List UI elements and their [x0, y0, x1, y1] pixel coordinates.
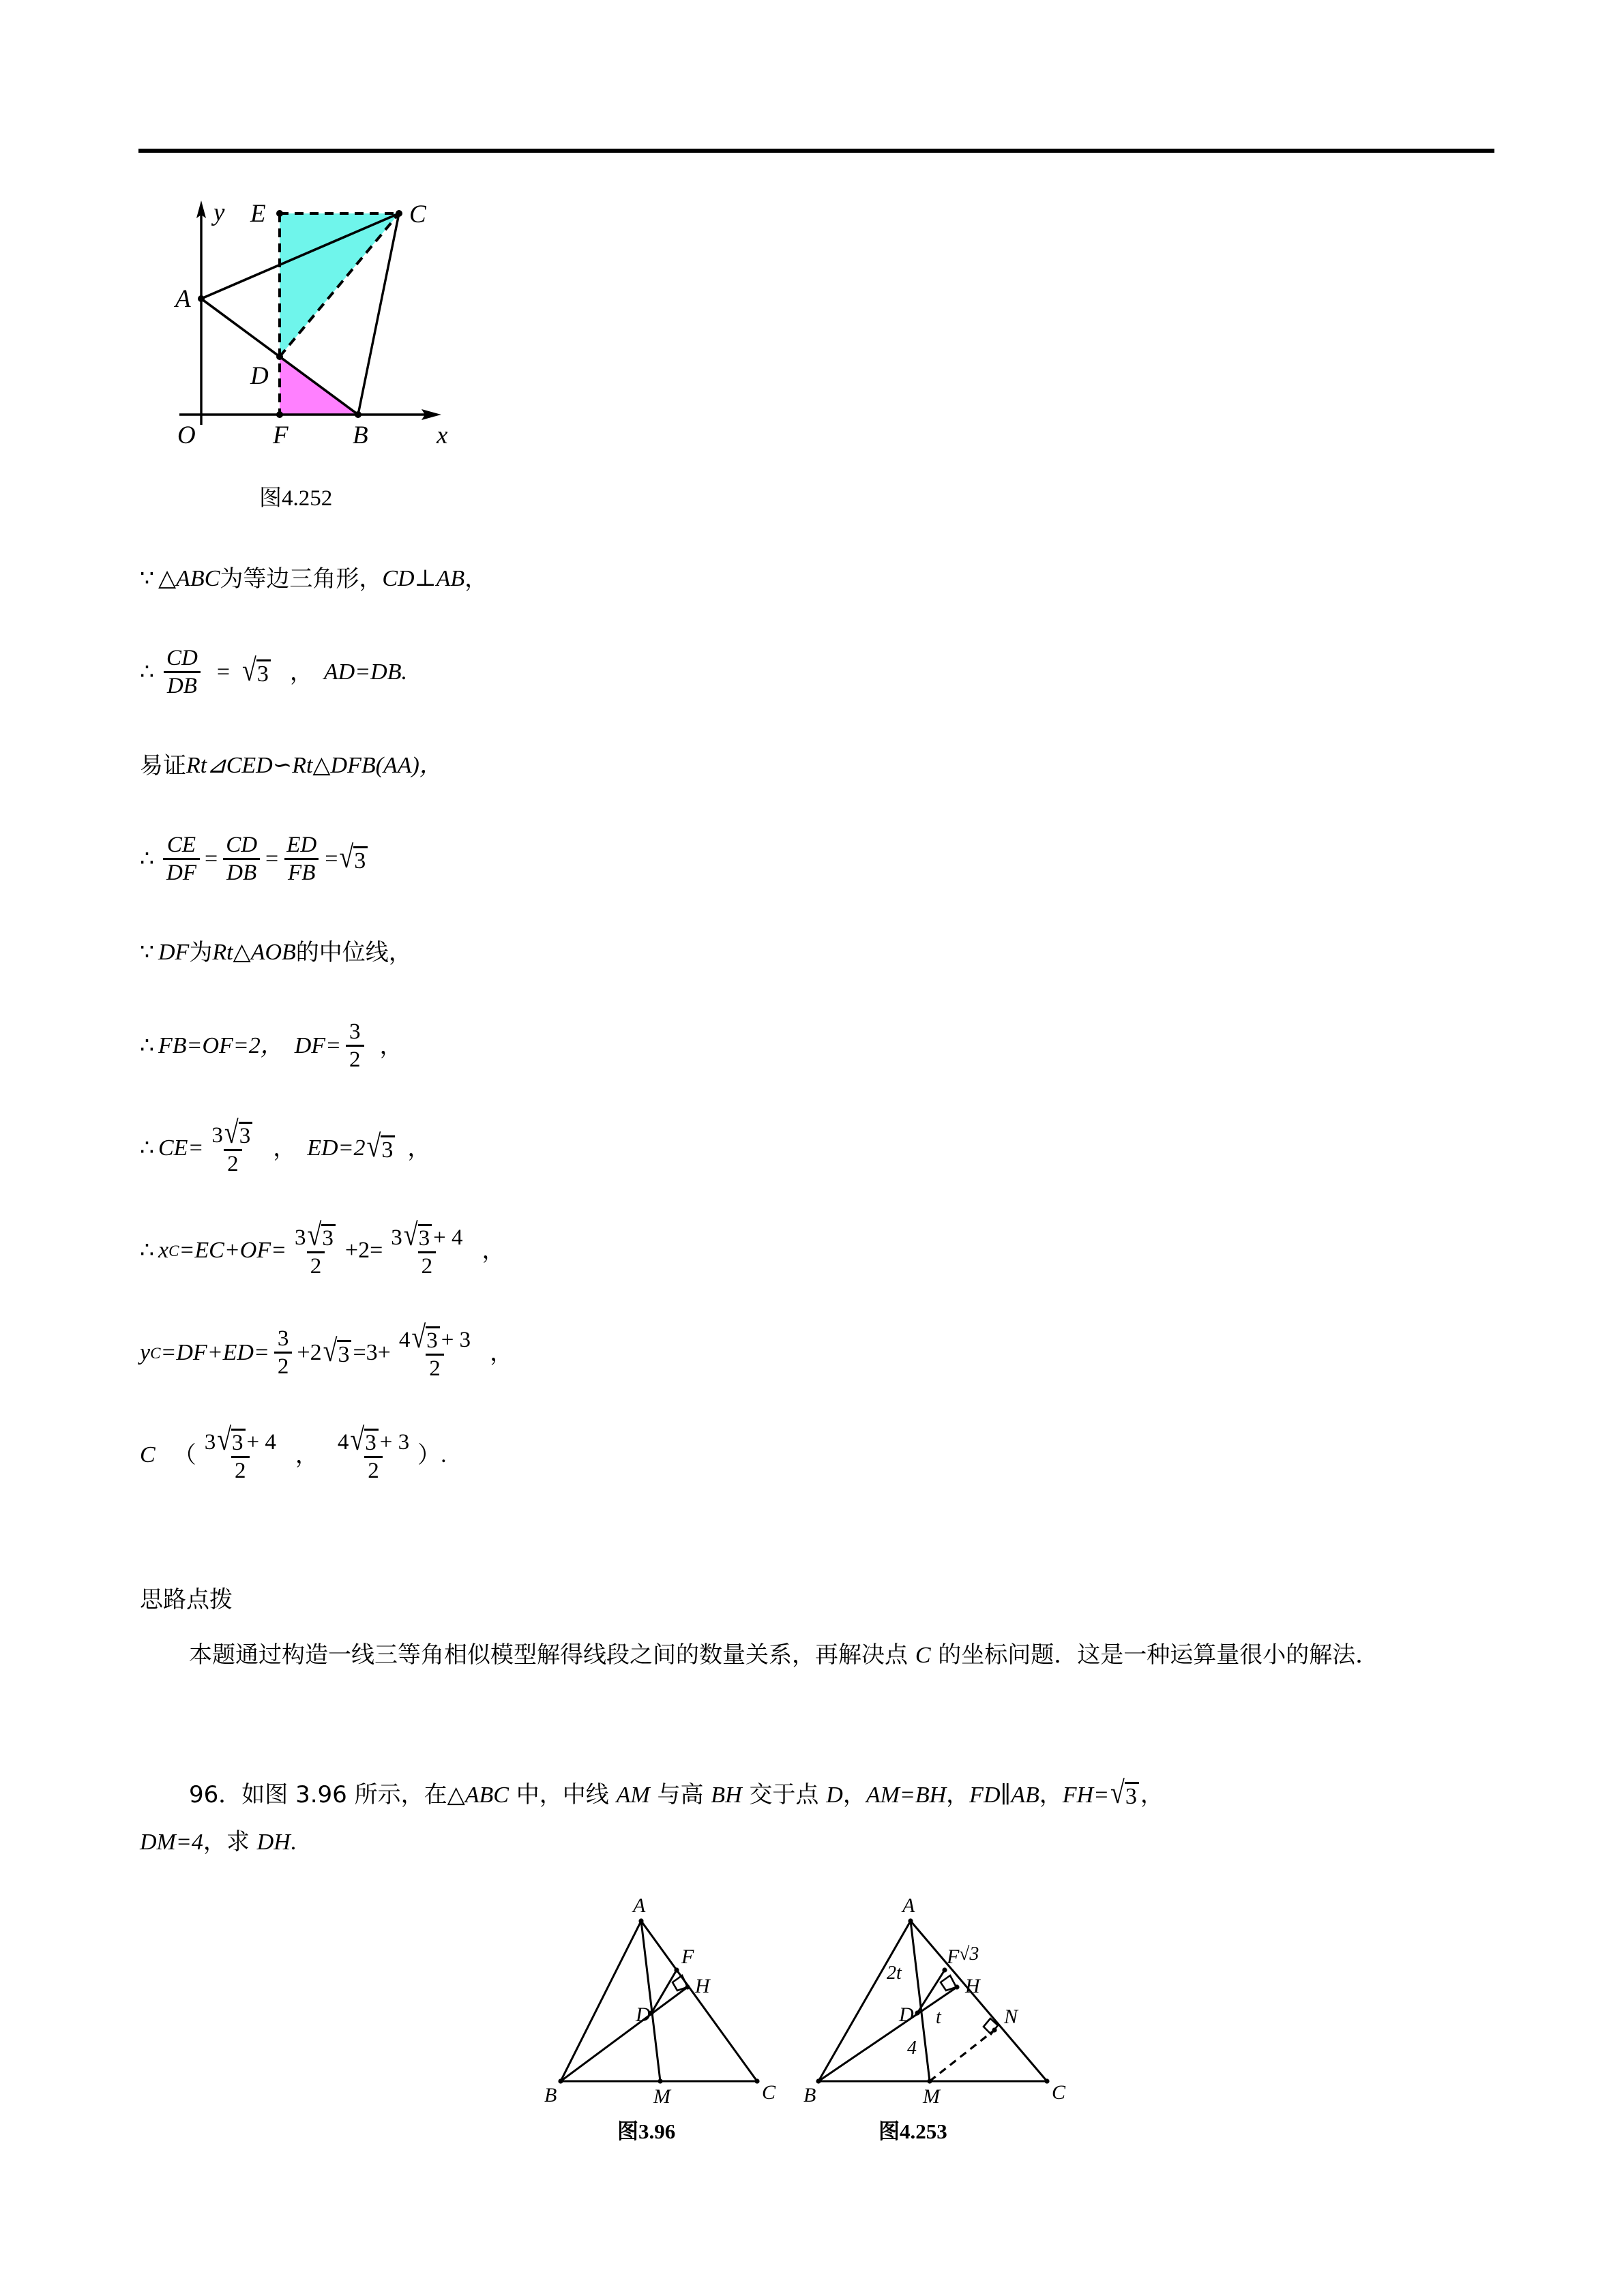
label-A-396: A — [633, 1894, 646, 1917]
fraction-denominator: 2 — [231, 1456, 250, 1483]
segment-FD-396 — [651, 1970, 677, 2013]
fraction-3sqrt3-2-b — [291, 1217, 340, 1279]
right-angle-mark-H-253 — [941, 1976, 956, 1991]
plus-term: + 4 — [433, 1225, 463, 1250]
proof-line1-chinese: 为等边三角形， — [220, 565, 383, 593]
fraction-ce-df — [163, 833, 200, 884]
coefficient: 3 — [391, 1225, 402, 1250]
fraction-3sqrt3plus4-2 — [387, 1217, 466, 1279]
plus-term: + 4 — [246, 1429, 276, 1455]
xc-subscript: C — [168, 1242, 179, 1259]
problem-text-1: 如图 3.96 所示，在△ — [241, 1781, 465, 1808]
fraction-numerator — [396, 1320, 474, 1356]
hint-point-c: C — [915, 1643, 931, 1668]
sqrt-3-num7: √ 3 — [224, 1121, 252, 1148]
problem-text-2: 中，中线 — [508, 1781, 617, 1808]
label-F-396: F — [681, 1945, 694, 1968]
comma-8: ， — [482, 1237, 505, 1264]
fraction-denominator: DB — [164, 671, 201, 698]
figure-4-252 — [174, 190, 460, 476]
problem-d: D — [826, 1783, 843, 1808]
point-C-dot-396 — [754, 2078, 759, 2083]
proof-line5-cn2: 的中位线， — [295, 939, 412, 966]
figure-4-252-caption: 图4.252 — [259, 486, 333, 511]
coefficient: 3 — [211, 1122, 223, 1148]
cd-label-1: CD — [382, 566, 415, 591]
equals-2: = — [216, 659, 231, 685]
label-4-253: 4 — [907, 2038, 917, 2059]
sqrt-3-line4: √ 3 — [339, 846, 368, 874]
sqrt-radicand: 3 — [337, 1340, 351, 1367]
label-t-253: t — [936, 2007, 941, 2028]
label-H-396: H — [695, 1975, 710, 1997]
label-point-D: D — [250, 362, 269, 390]
fraction-numerator: CE — [166, 833, 196, 858]
comma-9: ， — [490, 1339, 514, 1367]
altitude-BH-396 — [561, 1987, 688, 2081]
label-sqrt3-253: √3 — [959, 1943, 979, 1965]
ed-equals: ED=2 — [307, 1135, 366, 1161]
fb-of-equality: FB=OF=2， — [158, 1033, 284, 1058]
label-point-A: A — [175, 285, 191, 313]
sqrt-3-num9: √ 3 — [411, 1326, 439, 1353]
problem-eq1: AM=BH — [866, 1783, 947, 1808]
therefore-symbol-8: ∴ — [140, 1238, 154, 1263]
fraction-3sqrt3-2 — [208, 1115, 257, 1176]
sqrt-radicand: 3 — [381, 1135, 395, 1163]
fraction-numerator — [291, 1217, 340, 1253]
sqrt-radicand: 3 — [426, 1326, 440, 1353]
point-C-dot — [396, 210, 402, 217]
equals-4a: = — [205, 846, 218, 871]
figure-4-253-caption: 图4.253 — [879, 2119, 947, 2143]
proof-line-3 — [140, 739, 1497, 792]
label-H-253: H — [965, 1975, 980, 1997]
fraction-denominator: DF — [163, 858, 200, 885]
label-B-253: B — [803, 2084, 816, 2106]
label-point-O: O — [177, 421, 196, 449]
label-M-253: M — [923, 2085, 940, 2108]
therefore-symbol-2: ∴ — [140, 659, 154, 685]
label-y-axis: y — [213, 198, 225, 226]
fraction-3-2-y — [274, 1327, 293, 1378]
therefore-symbol-6: ∴ — [140, 1033, 154, 1058]
point-M-dot-396 — [658, 2078, 662, 2083]
problem-number: 96． — [189, 1781, 242, 1808]
proof-line1-comma: ， — [464, 565, 488, 593]
point-F-dot — [276, 411, 283, 418]
point-D-dot-253 — [915, 2010, 919, 2015]
proof-line5-cn1: 为 — [189, 939, 213, 966]
fraction-numerator — [334, 1422, 413, 1458]
problem-dh-ask: DH — [256, 1830, 291, 1855]
sqrt-radicand: 3 — [231, 1429, 246, 1455]
label-point-E: E — [250, 200, 266, 228]
hint-heading: 思路点拨 — [140, 1586, 233, 1613]
fraction-ed-fb — [283, 833, 320, 884]
ec-of-expression: =EC+OF= — [179, 1238, 287, 1263]
paren-close: ） — [417, 1442, 441, 1469]
label-N-253: N — [1004, 2006, 1018, 2028]
point-C-dot-253 — [1044, 2078, 1049, 2083]
fraction-denominator: FB — [284, 858, 319, 885]
comma-2: ， — [289, 659, 313, 686]
point-B-dot-253 — [816, 2078, 821, 2083]
abc-label-1: ABC — [176, 566, 220, 591]
proof-body — [140, 552, 1497, 1522]
sqrt-radicand: 3 — [353, 846, 368, 874]
label-point-B: B — [353, 421, 368, 449]
yc-variable: y — [140, 1340, 151, 1365]
problem-text-6: ， — [946, 1781, 970, 1808]
easy-proof-prefix: 易证 — [140, 752, 186, 779]
coordinate-comma: ， — [295, 1442, 319, 1469]
proof-line-1 — [140, 552, 1497, 606]
sqrt-3-ed: √ 3 — [367, 1135, 396, 1163]
comma-6: ， — [379, 1032, 403, 1060]
problem-text-4: 交于点 — [741, 1781, 827, 1808]
label-C-396: C — [762, 2081, 776, 2104]
right-angle-mark-H-396 — [673, 1976, 688, 1991]
problem-dm-eq: DM=4 — [140, 1830, 203, 1855]
point-D-dot — [276, 353, 283, 360]
dashed-segment-MN-253 — [930, 2030, 994, 2081]
fraction-numerator: CD — [166, 646, 198, 671]
point-c-label: C — [140, 1442, 156, 1467]
label-C-253: C — [1052, 2081, 1066, 2104]
sqrt-radicand: 3 — [364, 1429, 379, 1455]
fraction-numerator: ED — [286, 833, 317, 858]
fraction-cd-db-2 — [222, 833, 261, 884]
sqrt-3-num8: √ 3 — [308, 1223, 336, 1251]
label-point-F: F — [273, 421, 289, 449]
problem-text-3: 与高 — [649, 1781, 711, 1808]
because-symbol-1: ∵ — [140, 566, 154, 591]
label-B-396: B — [544, 2084, 557, 2106]
point-F-dot-253 — [942, 1967, 947, 1972]
segment-AB-396 — [561, 1921, 641, 2081]
sqrt-3-problem: √ 3 — [1110, 1781, 1139, 1809]
point-A-dot — [198, 295, 205, 302]
sqrt-radicand: 3 — [256, 659, 271, 687]
sqrt-3-num8b: √ 3 — [404, 1223, 432, 1251]
plus-term: + 3 — [441, 1327, 471, 1352]
period-10: . — [441, 1442, 447, 1467]
equals-three-plus: =3+ — [353, 1340, 391, 1365]
hint-text-part2: 的坐标问题．这是一种运算量很小的解法． — [930, 1641, 1379, 1669]
sqrt-radicand: 3 — [1125, 1782, 1139, 1809]
sqrt-3-c1: √ 3 — [217, 1428, 245, 1455]
segment-AB-253 — [818, 1921, 911, 2081]
fraction-denominator: DB — [223, 858, 260, 885]
label-A-253: A — [902, 1894, 915, 1917]
therefore-symbol-7: ∴ — [140, 1135, 154, 1161]
point-H-dot-396 — [685, 1984, 690, 1989]
coefficient: 3 — [295, 1225, 306, 1250]
ce-equals: CE= — [158, 1135, 204, 1161]
sqrt-3-line2: √ 3 — [242, 659, 271, 687]
hint-paragraph — [140, 1638, 1501, 1673]
proof-line-6 — [140, 1011, 1497, 1082]
fraction-denominator: 2 — [364, 1456, 383, 1483]
label-M-396: M — [653, 2085, 670, 2108]
ab-label-1: AB — [436, 566, 465, 591]
coefficient: 4 — [337, 1429, 349, 1455]
label-D-396: D — [636, 2003, 651, 2026]
problem-line2-mid: ，求 — [203, 1828, 257, 1855]
fraction-numerator — [387, 1217, 466, 1253]
label-point-C: C — [409, 200, 426, 228]
sqrt-radicand: 3 — [418, 1224, 432, 1251]
problem-am: AM — [616, 1783, 650, 1808]
sqrt-3-line9: √ 3 — [323, 1339, 352, 1367]
fraction-denominator: 2 — [346, 1045, 364, 1072]
yc-subscript: C — [150, 1344, 161, 1362]
figure-3-96 — [544, 1883, 825, 2115]
df-label-5: DF — [158, 940, 190, 965]
comma-7a: ， — [273, 1135, 297, 1162]
plus-two-equals: +2= — [344, 1238, 383, 1263]
hint-text-part1: 本题通过构造一线三等角相似模型解得线段之间的数量关系，再解决点 — [189, 1641, 915, 1669]
fraction-denominator: 2 — [418, 1251, 437, 1279]
fraction-denominator: 2 — [426, 1354, 444, 1381]
proof-line-4 — [140, 824, 1497, 895]
problem-bh: BH — [711, 1783, 742, 1808]
problem-96 — [140, 1772, 1501, 1866]
proof-line-10 — [140, 1420, 1497, 1491]
fraction-4sqrt3plus3-2 — [396, 1320, 474, 1381]
plus-two-9: +2 — [297, 1340, 322, 1365]
label-2t-253: 2t — [887, 1963, 902, 1984]
proof-line-8 — [140, 1215, 1497, 1286]
sqrt-3-c2: √ 3 — [350, 1428, 378, 1455]
fraction-numerator: CD — [226, 833, 258, 858]
fraction-denominator: 2 — [224, 1149, 242, 1176]
coefficient: 3 — [204, 1429, 216, 1455]
triangle-symbol-1: △ — [158, 566, 177, 591]
point-M-dot-253 — [927, 2078, 932, 2083]
point-H-dot-253 — [954, 1984, 959, 1989]
point-A-dot-396 — [638, 1918, 643, 1923]
point-F-dot-396 — [674, 1967, 679, 1972]
proof-line-9 — [140, 1317, 1497, 1388]
equals-4c: = — [325, 846, 338, 871]
figure-3-96-caption: 图3.96 — [617, 2119, 676, 2143]
label-F-253: F — [947, 1945, 960, 1968]
fraction-yc-coordinate — [334, 1422, 413, 1483]
ad-db-equality: AD=DB. — [323, 659, 407, 685]
problem-eq2: FD∥AB — [969, 1783, 1039, 1808]
plus-term: + 3 — [379, 1429, 410, 1455]
fraction-numerator — [208, 1115, 257, 1151]
equals-4b: = — [265, 846, 279, 871]
fraction-3-2-df — [346, 1020, 364, 1071]
fraction-cd-db — [163, 646, 201, 698]
fraction-denominator: 2 — [307, 1251, 325, 1279]
label-x-axis: x — [437, 421, 448, 449]
figure-4-253 — [803, 1883, 1084, 2115]
point-A-dot-253 — [908, 1918, 913, 1923]
altitude-BH-253 — [818, 1987, 957, 2081]
proof-line-2 — [140, 637, 1497, 708]
sqrt-radicand: 3 — [321, 1224, 336, 1251]
proof-line-5 — [140, 926, 1497, 979]
xc-variable: x — [158, 1238, 169, 1263]
fraction-numerator: 3 — [349, 1019, 361, 1045]
df-equals: DF= — [294, 1033, 342, 1058]
problem-text-5: ， — [842, 1781, 866, 1808]
coefficient: 4 — [398, 1327, 411, 1352]
proof-line-7 — [140, 1113, 1497, 1184]
problem-text-8: ， — [1140, 1781, 1164, 1808]
df-ed-expression: =DF+ED= — [160, 1340, 269, 1365]
problem-eq3: FH= — [1062, 1783, 1110, 1808]
problem-abc: ABC — [464, 1783, 509, 1808]
fraction-numerator — [201, 1422, 280, 1458]
point-B-dot-396 — [558, 2078, 563, 2083]
rt-aob-label: Rt△AOB — [212, 940, 296, 965]
sqrt-radicand: 3 — [239, 1122, 253, 1148]
fraction-denominator: 2 — [274, 1352, 293, 1379]
paren-open: （ — [173, 1442, 196, 1469]
fraction-numerator: 3 — [277, 1326, 289, 1352]
perp-symbol: ⊥ — [414, 566, 437, 591]
point-B-dot — [355, 411, 361, 418]
point-E-dot — [276, 210, 283, 217]
problem-text-7: ， — [1039, 1781, 1063, 1808]
header-rule — [138, 149, 1494, 153]
problem-line2-end: . — [290, 1830, 297, 1855]
comma-7b: ， — [407, 1135, 431, 1162]
therefore-symbol-4: ∴ — [140, 846, 154, 871]
label-D-253: D — [899, 2003, 914, 2026]
fraction-xc-coordinate — [201, 1422, 280, 1483]
point-N-dot-253 — [992, 2027, 996, 2032]
similar-triangles-statement: Rt⊿CED∽Rt△DFB(AA)， — [186, 753, 443, 778]
because-symbol-5: ∵ — [140, 940, 154, 965]
